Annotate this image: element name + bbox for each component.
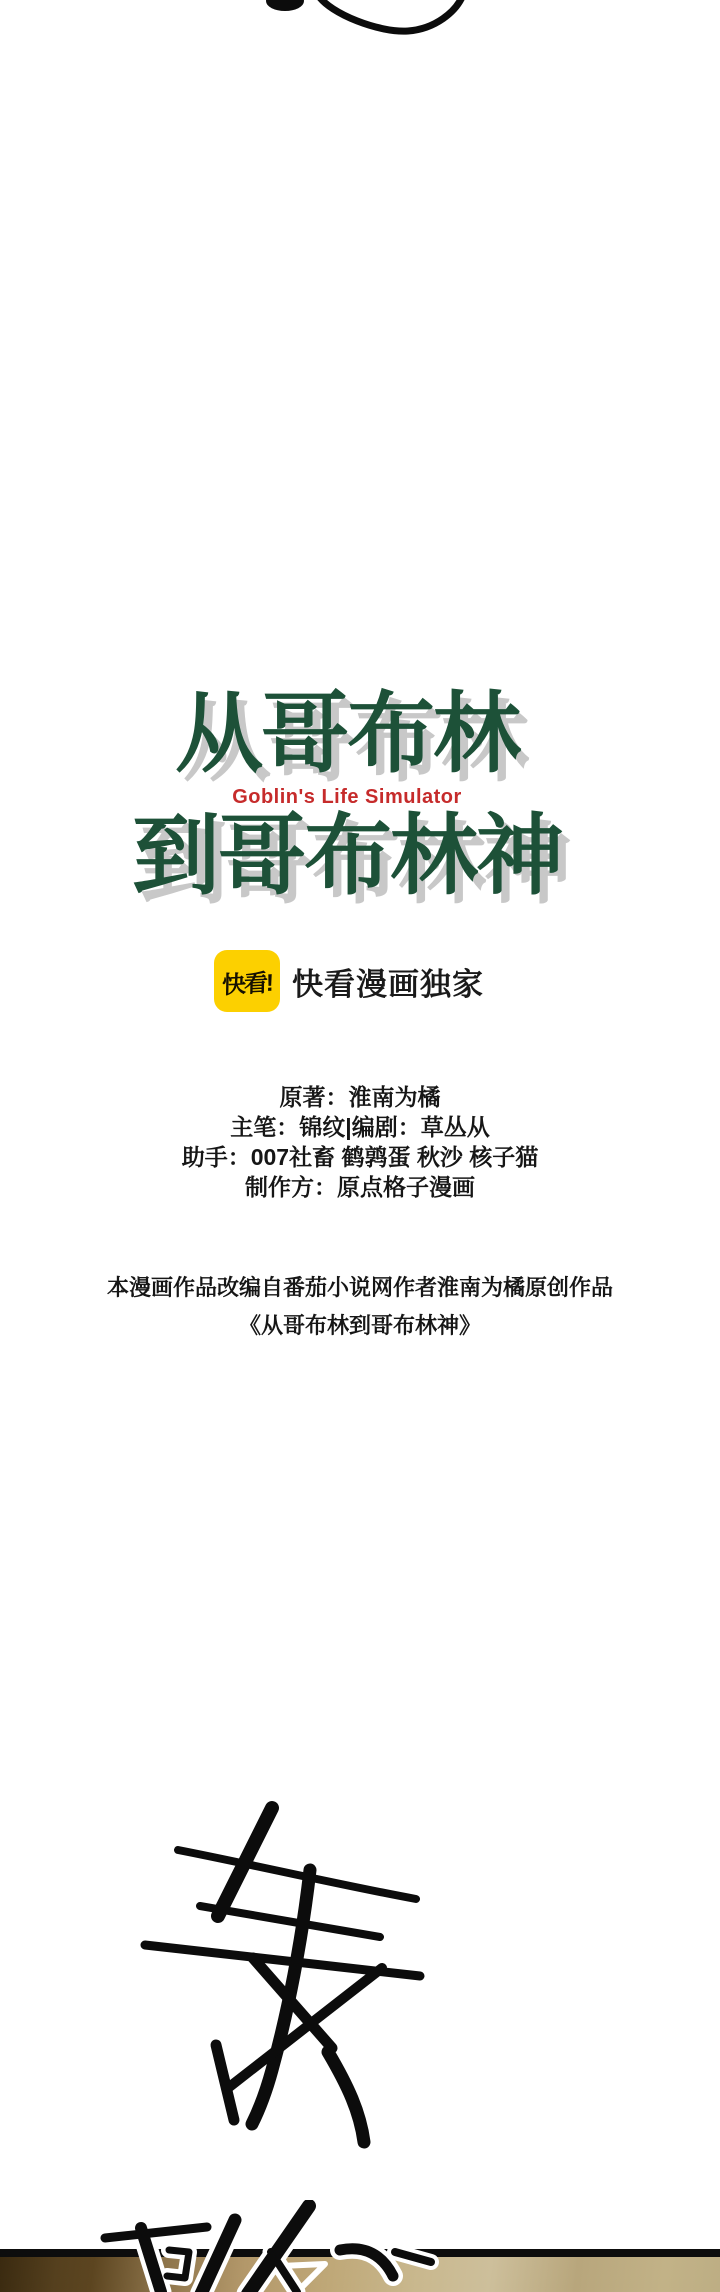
title-subtitle-english: Goblin's Life Simulator: [232, 786, 462, 808]
adaptation-notice-line-1: 本漫画作品改编自番茄小说网作者淮南为橘原创作品: [106, 1275, 613, 1300]
credit-artist-writer: 主笔：锦纹|编剧：草丛从: [230, 1114, 490, 1140]
sfx-ink-character-bottom: [85, 2200, 515, 2292]
credits-block: [0, 1082, 720, 1202]
kuaikan-logo-icon: [214, 950, 280, 1012]
title-line-2: 到哥布林神: [131, 806, 562, 905]
kuaikan-logo-text: 快看!: [221, 969, 273, 999]
title-line-1: 从哥布林: [174, 684, 519, 783]
sfx-ink-character-main: [100, 1790, 440, 2160]
platform-row: [0, 950, 709, 1012]
top-ink-sketch: [250, 0, 490, 45]
credit-producer: 制作方：原点格子漫画: [245, 1174, 475, 1200]
exclusive-label: 快看漫画独家: [292, 966, 484, 1002]
credit-original-author: 原著：淮南为橘: [279, 1084, 441, 1110]
adaptation-notice-line-2: 《从哥布林到哥布林神》: [238, 1313, 481, 1338]
credit-assistants: 助手：007社畜 鹤鹑蛋 秋沙 核子猫: [181, 1144, 539, 1170]
